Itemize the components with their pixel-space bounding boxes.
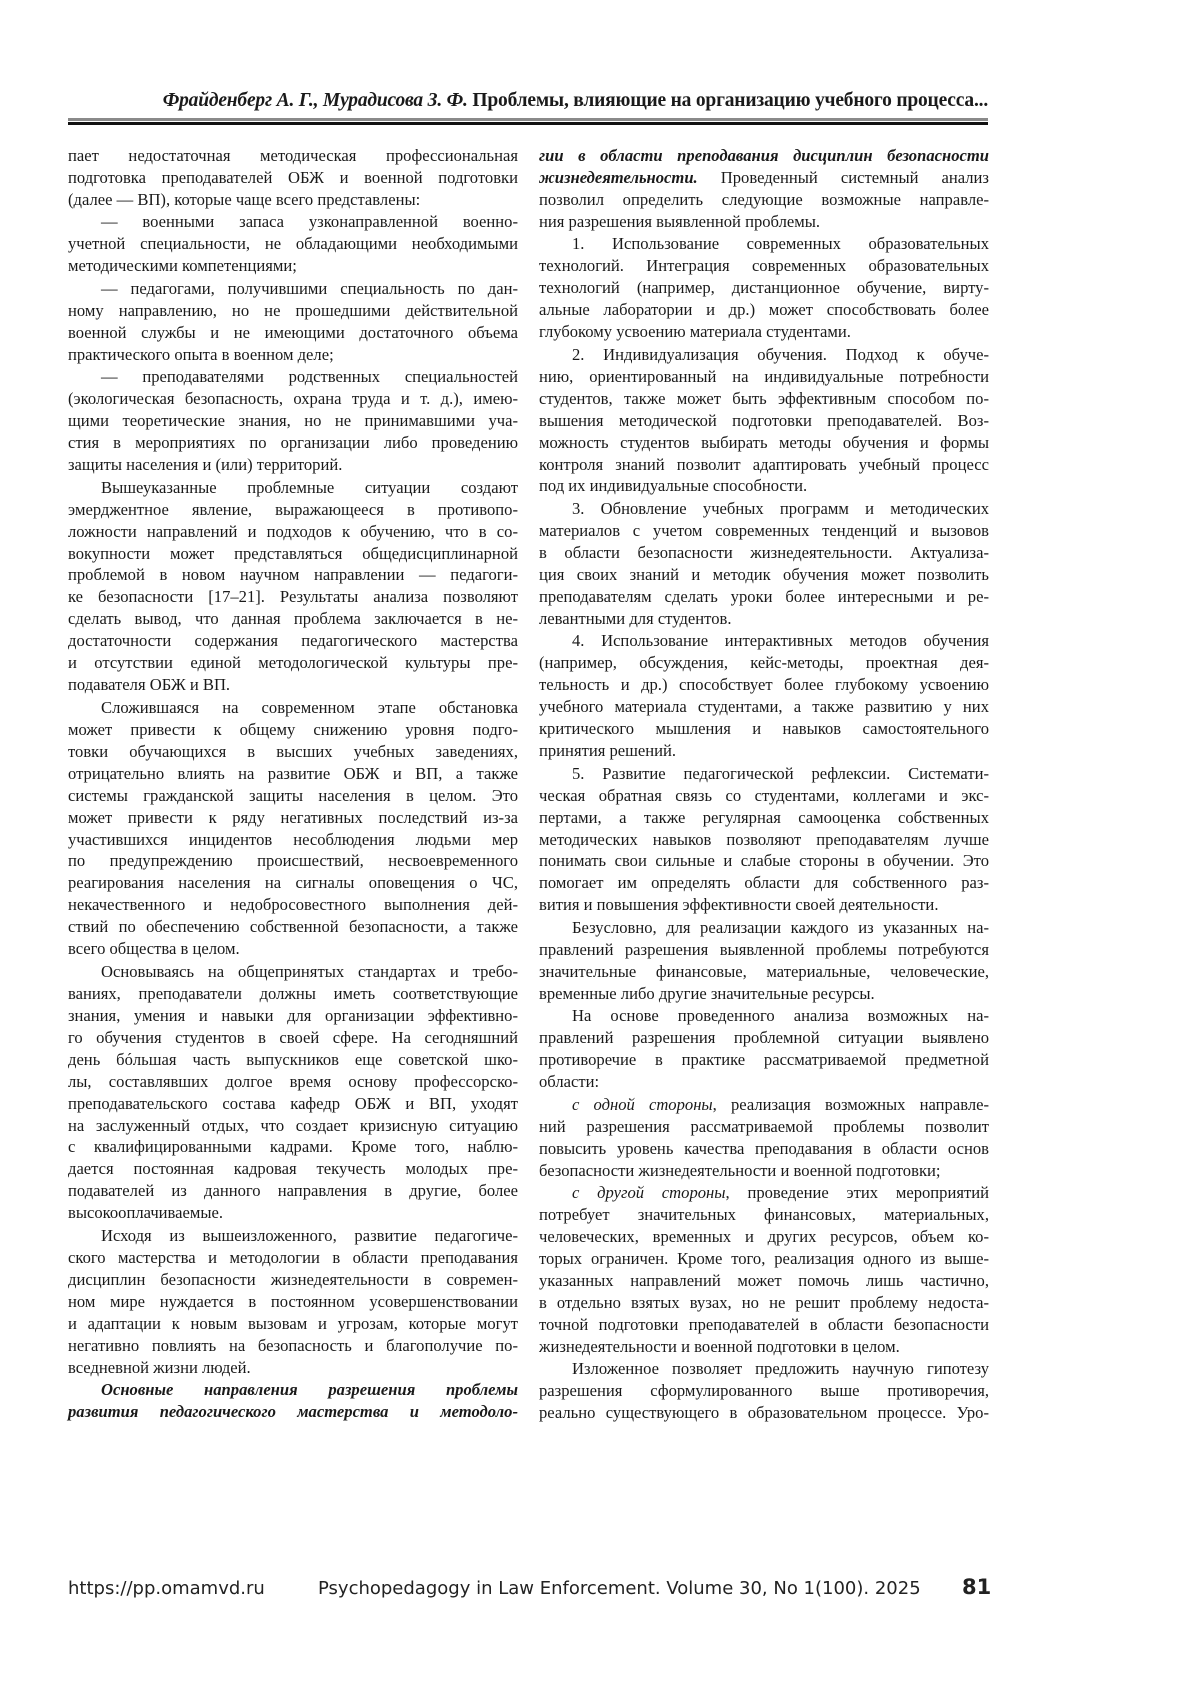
text-line: с квалифицированными кадрами. Кроме того, наблю- xyxy=(68,1136,518,1158)
text-line: преподавательского состава кафедр ОБЖ и ВП, уходят xyxy=(68,1093,518,1115)
text-line: на заслуженный отдых, что создает кризисную ситуацию xyxy=(68,1115,518,1137)
paragraph xyxy=(539,763,989,917)
text-line: под их индивидуальные способности. xyxy=(539,475,989,497)
header-rule-gray xyxy=(68,118,988,121)
text-line: подавателей из данного направления в другие, более xyxy=(68,1180,518,1202)
text-line: ний разрешения рассматриваемой проблемы позволит xyxy=(539,1116,989,1138)
text-line: материалов с учетом современных тенденций и вызовов xyxy=(539,520,989,542)
text-line: сделать вывод, что данная проблема заключается в не- xyxy=(68,608,518,630)
paragraph xyxy=(539,1182,989,1358)
text-line: дисциплин безопасности жизнедеятельности в современ- xyxy=(68,1269,518,1291)
text-line: защиты населения и (или) территорий. xyxy=(68,454,518,476)
text-line: ке безопасности [17–21]. Результаты анализа позволяют xyxy=(68,586,518,608)
text-line: день бóльшая часть выпускников еще советской шко- xyxy=(68,1049,518,1071)
text-line: технологий (например, дистанционное обучение, вирту- xyxy=(539,277,989,299)
paragraph xyxy=(68,1225,518,1379)
paragraph xyxy=(539,1005,989,1093)
text-line: потребует значительных финансовых, материальных, xyxy=(539,1204,989,1226)
paragraph xyxy=(539,917,989,1005)
text-line xyxy=(539,1182,989,1204)
text-line: Безусловно, для реализации каждого из указанных на- xyxy=(539,917,989,939)
text-line: участившихся инцидентов несоблюдения людьми мер xyxy=(68,829,518,851)
right-column xyxy=(539,145,989,1425)
paragraph xyxy=(539,498,989,630)
text-line: эмерджентное явление, выражающееся в противопо- xyxy=(68,499,518,521)
paragraph xyxy=(539,233,989,343)
text-line: методическими компетенциями; xyxy=(68,255,518,277)
text-line: негативно повлиять на безопасность и благополучие по- xyxy=(68,1335,518,1357)
text-line: вседневной жизни людей. xyxy=(68,1357,518,1379)
text-line: принятия решений. xyxy=(539,740,989,762)
text-line: ложности направлений и подходов к обучению, что в со- xyxy=(68,521,518,543)
text-line: в области безопасности жизнедеятельности. Актуализа- xyxy=(539,542,989,564)
text-line: вития и повышения эффективности своей деятельности. xyxy=(539,894,989,916)
text-line: ческая обратная связь со студентами, коллегами и экс- xyxy=(539,785,989,807)
paragraph xyxy=(539,344,989,498)
text-line: и отсутствии единой методологической культуры пре- xyxy=(68,652,518,674)
text-line: безопасности жизнедеятельности и военной подготовки; xyxy=(539,1160,989,1182)
paragraph xyxy=(68,145,518,211)
text-line: указанных направлений может помочь лишь частично, xyxy=(539,1270,989,1292)
text-line: подготовка преподавателей ОБЖ и военной подготовки xyxy=(68,167,518,189)
text-line xyxy=(539,1094,989,1116)
text-line: На основе проведенного анализа возможных на- xyxy=(539,1005,989,1027)
footer-url-link[interactable]: https://pp.omamvd.ru xyxy=(68,1578,265,1599)
text-segment: Проведенный системный анализ xyxy=(698,168,989,187)
text-line: вышения методической подготовки преподавателей. Воз- xyxy=(539,410,989,432)
text-line: 1. Использование современных образовательных xyxy=(539,233,989,255)
text-line: может привести к ряду негативных последствий из-за xyxy=(68,807,518,829)
text-line: — военными запаса узконаправленной военно- xyxy=(68,211,518,233)
text-line xyxy=(68,1379,518,1401)
text-line: реагирования населения на сигналы оповещения о ЧС, xyxy=(68,872,518,894)
text-line: пертами, а также регулярная самооценка собственных xyxy=(539,807,989,829)
text-line: ном мире нуждается в постоянном усовершенствовании xyxy=(68,1291,518,1313)
text-line: 5. Развитие педагогической рефлексии. Системати- xyxy=(539,763,989,785)
page-number: 81 xyxy=(962,1575,991,1599)
text-line: области: xyxy=(539,1071,989,1093)
text-line: левантными для студентов. xyxy=(539,608,989,630)
text-line: методических навыков позволяют преподавателям лучше xyxy=(539,829,989,851)
text-line: ского мастерства и методологии в области преподавания xyxy=(68,1247,518,1269)
text-line: критического мышления и навыков самостоятельного xyxy=(539,718,989,740)
text-line: ция своих знаний и методик обучения может позволить xyxy=(539,564,989,586)
text-line: торых ограничен. Кроме того, реализация одного из выше- xyxy=(539,1248,989,1270)
text-line: достаточности содержания педагогического мастерства xyxy=(68,630,518,652)
section-heading-text: Основные направления разрешения проблемы xyxy=(101,1380,518,1399)
text-line: контроля знаний позволит адаптировать учебный процесс xyxy=(539,454,989,476)
text-line: Сложившаяся на современном этапе обстановка xyxy=(68,697,518,719)
text-line: понимать свои сильные и слабые стороны в обучении. Это xyxy=(539,850,989,872)
left-column xyxy=(68,145,518,1424)
text-line: ния разрешения выявленной проблемы. xyxy=(539,211,989,233)
text-line: (далее — ВП), которые чаще всего представлены: xyxy=(68,189,518,211)
text-line: глубокому усвоению материала студентами. xyxy=(539,321,989,343)
text-line: и адаптации к новым вызовам и угрозам, которые могут xyxy=(68,1313,518,1335)
paragraph xyxy=(539,145,989,233)
text-line: тельность и др.) способствует более глубокому усвоению xyxy=(539,674,989,696)
text-line: человеческих, временных и других ресурсов, объем ко- xyxy=(539,1226,989,1248)
text-line: можность студентов выбирать методы обучения и формы xyxy=(539,432,989,454)
text-line: разрешения сформулированного выше противоречия, xyxy=(539,1380,989,1402)
text-line: — преподавателями родственных специальностей xyxy=(68,366,518,388)
text-line: учетной специальности, не обладающими необходимыми xyxy=(68,233,518,255)
text-line xyxy=(68,1401,518,1423)
text-line: вокупности может представляться общедисциплинарной xyxy=(68,543,518,565)
text-line: точной подготовки преподавателей в области безопасности xyxy=(539,1314,989,1336)
section-heading-text: развития педагогического мастерства и методоло- xyxy=(68,1402,518,1421)
text-line: 3. Обновление учебных программ и методических xyxy=(539,498,989,520)
text-line: учебного материала студентами, а также развитию у них xyxy=(539,696,989,718)
text-line: всего общества в целом. xyxy=(68,938,518,960)
text-line: проблемой в новом научном направлении — педагоги- xyxy=(68,564,518,586)
text-line: противоречие в практике рассматриваемой предметной xyxy=(539,1049,989,1071)
text-line: Исходя из вышеизложенного, развитие педагогиче- xyxy=(68,1225,518,1247)
text-line: — педагогами, получившими специальность по дан- xyxy=(68,278,518,300)
paragraph xyxy=(68,366,518,476)
text-line: отрицательно влиять на развитие ОБЖ и ВП, а также xyxy=(68,763,518,785)
text-line: го обучения студентов в своей сфере. На сегодняшний xyxy=(68,1027,518,1049)
text-line: в отдельно взятых вузах, но не решит проблему недоста- xyxy=(539,1292,989,1314)
paragraph xyxy=(68,1379,518,1423)
paragraph xyxy=(539,1094,989,1182)
footer-journal-title: Psychopedagogy in Law Enforcement. Volume 30, No 1(100). 2025 xyxy=(318,1578,921,1599)
text-line: преподавателям сделать уроки более интересными и ре- xyxy=(539,586,989,608)
text-line xyxy=(539,145,989,167)
text-line: щими теоретические знания, но не принимавшими уча- xyxy=(68,410,518,432)
text-line: помогает им определять области для собственного раз- xyxy=(539,872,989,894)
text-line: альные лаборатории и др.) может способствовать более xyxy=(539,299,989,321)
text-line: нию, ориентированный на индивидуальные потребности xyxy=(539,366,989,388)
text-segment: , проведение этих мероприятий xyxy=(726,1183,989,1202)
text-line: (экологическая безопасность, охрана труда и т. д.), имею- xyxy=(68,388,518,410)
text-line: технологий. Интеграция современных образовательных xyxy=(539,255,989,277)
paragraph xyxy=(539,630,989,762)
section-heading-text: гии в области преподавания дисциплин безопасности xyxy=(539,146,989,165)
text-line: позволил определить следующие возможные направле- xyxy=(539,189,989,211)
text-line: подавателя ОБЖ и ВП. xyxy=(68,674,518,696)
text-line: военной службы и не имеющими достаточного объема xyxy=(68,322,518,344)
text-segment: , реализация возможных направле- xyxy=(713,1095,989,1114)
text-line: 2. Индивидуализация обучения. Подход к обуче- xyxy=(539,344,989,366)
text-line: товки обучающихся в высших учебных заведениях, xyxy=(68,741,518,763)
paragraph xyxy=(539,1358,989,1424)
text-line: студентов, также может быть эффективным способом по- xyxy=(539,388,989,410)
text-line xyxy=(539,167,989,189)
text-line: высокооплачиваемые. xyxy=(68,1202,518,1224)
text-line: Изложенное позволяет предложить научную гипотезу xyxy=(539,1358,989,1380)
paragraph xyxy=(68,961,518,1224)
text-line: реально существующего в образовательном процессе. Уро- xyxy=(539,1402,989,1424)
paragraph xyxy=(68,697,518,960)
text-line: Основываясь на общепринятых стандартах и требо- xyxy=(68,961,518,983)
text-line: значительные финансовые, материальные, человеческие, xyxy=(539,961,989,983)
running-head xyxy=(163,90,988,112)
text-line: ваниях, преподаватели должны иметь соответствующие xyxy=(68,983,518,1005)
text-line: по предупреждению происшествий, несвоевременного xyxy=(68,850,518,872)
text-line: системы гражданской защиты населения в целом. Это xyxy=(68,785,518,807)
text-line: правлений разрешения проблемной ситуации выявлено xyxy=(539,1027,989,1049)
text-line: ному направлению, но не прошедшими действительной xyxy=(68,300,518,322)
running-head-authors: Фрайденберг А. Г., Мурадисова З. Ф. xyxy=(163,90,468,111)
text-line: жизнедеятельности и военной подготовки в целом. xyxy=(539,1336,989,1358)
paragraph xyxy=(68,211,518,277)
paragraph xyxy=(68,278,518,366)
text-line: Вышеуказанные проблемные ситуации создают xyxy=(68,477,518,499)
text-line: пает недостаточная методическая профессиональная xyxy=(68,145,518,167)
text-line: дается постоянная кадровая текучесть молодых пре- xyxy=(68,1158,518,1180)
running-head-title: Проблемы, влияющие на организацию учебного процесса... xyxy=(468,90,988,111)
text-line: может привести к общему снижению уровня подго- xyxy=(68,719,518,741)
header-rule-black xyxy=(68,122,988,125)
text-line: (например, обсуждения, кейс-методы, проектная дея- xyxy=(539,652,989,674)
text-line: правлений разрешения выявленной проблемы потребуются xyxy=(539,939,989,961)
text-line: повысить уровень качества преподавания в области основ xyxy=(539,1138,989,1160)
text-line: стия в мероприятиях по организации либо проведению xyxy=(68,432,518,454)
section-heading-text: жизнедеятельности. xyxy=(539,168,698,187)
emphasis-text: с другой стороны xyxy=(572,1183,726,1202)
text-line: лы, составлявших долгое время основу профессорско- xyxy=(68,1071,518,1093)
text-line: знания, умения и навыки для организации эффективно- xyxy=(68,1005,518,1027)
paragraph xyxy=(68,477,518,697)
text-line: ствий по обеспечению собственной безопасности, а также xyxy=(68,916,518,938)
emphasis-text: с одной стороны xyxy=(572,1095,713,1114)
text-line: временные либо другие значительные ресурсы. xyxy=(539,983,989,1005)
text-line: некачественного и недобросовестного выполнения дей- xyxy=(68,894,518,916)
text-line: практического опыта в военном деле; xyxy=(68,344,518,366)
text-line: 4. Использование интерактивных методов обучения xyxy=(539,630,989,652)
